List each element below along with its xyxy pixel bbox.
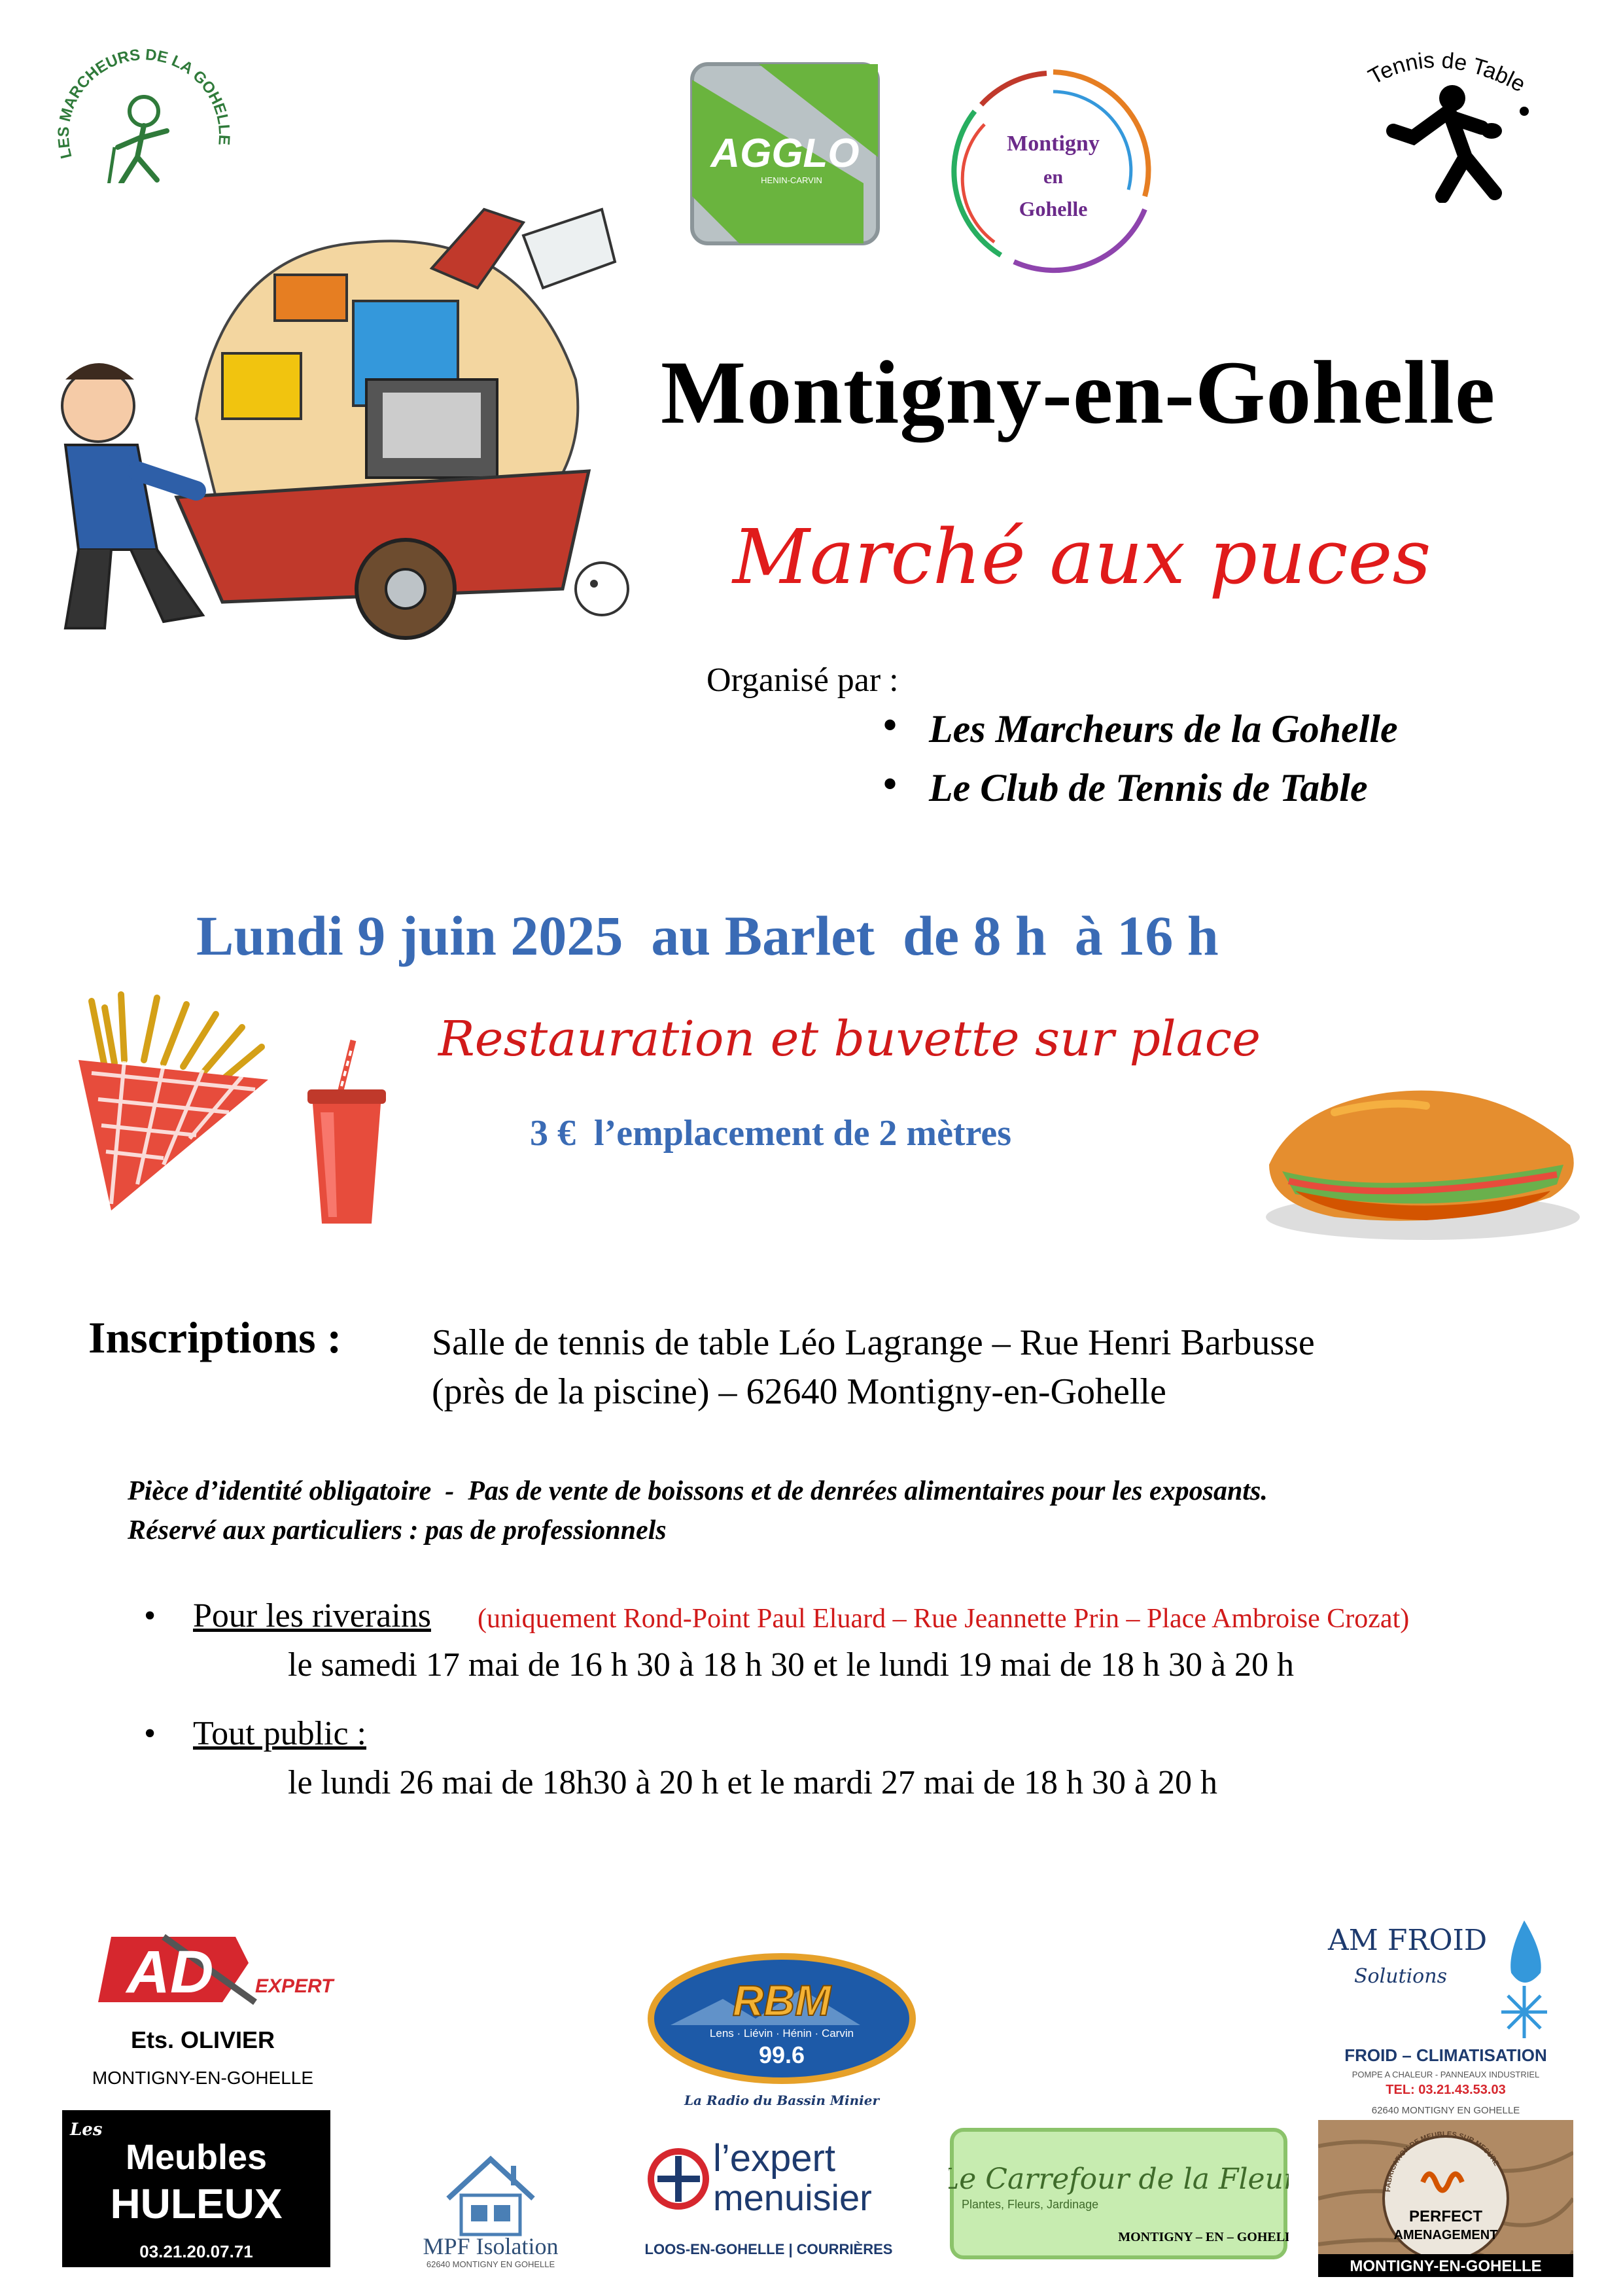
- rbm-towns: Lens · Liévin · Hénin · Carvin: [709, 2027, 854, 2040]
- bullet-icon: •: [144, 1715, 156, 1752]
- rbm-frequency: 99.6: [758, 2041, 805, 2068]
- inscriptions-address-line2: (près de la piscine) – 62640 Montigny-en-Gohelle: [432, 1371, 1166, 1412]
- amfroid-name: AM FROID: [1328, 1924, 1488, 1957]
- meubles-name1: Meubles: [125, 2138, 268, 2177]
- carrefour-tagline: Plantes, Fleurs, Jardinage: [962, 2198, 1099, 2211]
- sandwich-illustration: [1256, 1067, 1590, 1250]
- svg-text:LES MARCHEURS DE LA GOHELLE: [55, 46, 233, 160]
- sponsor-ad-expert: [65, 1911, 340, 2100]
- expert-city: LOOS-EN-GOHELLE | COURRIÈRES: [644, 2241, 893, 2257]
- organisers-list: [883, 707, 1398, 824]
- rbm-tagline: La Radio du Bassin Minier: [684, 2093, 880, 2108]
- meubles-les: Les: [70, 2120, 103, 2140]
- sponsor-mpf-isolation: [376, 2127, 605, 2270]
- perfect-name-2: AMENAGEMENT: [1393, 2228, 1498, 2242]
- agglo-logo: [687, 59, 883, 249]
- ad-company-name: Ets. OLIVIER: [130, 2026, 275, 2053]
- expert-name-1: l’expert: [713, 2137, 835, 2180]
- sponsor-am-froid: [1315, 1901, 1577, 2130]
- marcheurs-logo-text: LES MARCHEURS DE LA GOHELLE: [54, 46, 234, 160]
- meubles-name2: HULEUX: [110, 2180, 283, 2227]
- public-label: Tout public :: [193, 1715, 367, 1752]
- agglo-text: AGGLO: [710, 131, 860, 176]
- sponsor-rbm-radio: [644, 1953, 919, 2113]
- riverains-detail: (uniquement Rond-Point Paul Eluard – Rue Jeannette Prin – Place Ambroise Crozat): [478, 1604, 1410, 1634]
- montigny-en-gohelle-logo: [935, 52, 1171, 288]
- ad-city: MONTIGNY-EN-GOHELLE: [92, 2068, 314, 2088]
- organiser-item: • Le Club de Tennis de Table: [883, 766, 1398, 824]
- sponsor-carrefour-de-la-fleur: [949, 2127, 1289, 2261]
- id-required-note: Pièce d’identité obligatoire - Pas de vente de boissons et de denrées alimentaires pour les exposants.: [128, 1476, 1268, 1506]
- event-title: Marché aux puces: [733, 514, 1431, 601]
- amfroid-extra: POMPE A CHALEUR - PANNEAUX INDUSTRIEL: [1352, 2070, 1540, 2079]
- amfroid-subtitle: Solutions: [1354, 1965, 1447, 1988]
- carrefour-name: Le Carrefour de la Fleur: [949, 2163, 1289, 2196]
- perfect-ring-text: FABRICATION DE MEUBLES SUR MESURE: [1384, 2130, 1501, 2193]
- riverains-label: Pour les riverains: [193, 1597, 431, 1634]
- private-only-note: Réservé aux particuliers : pas de professionnels: [128, 1515, 667, 1545]
- sponsor-expert-menuisier: [638, 2127, 899, 2270]
- bullet-icon: •: [144, 1597, 156, 1634]
- ad-logo-text: AD: [126, 1939, 214, 2005]
- amfroid-phone: TEL: 03.21.43.53.03: [1386, 2083, 1506, 2097]
- organiser-item: • Les Marcheurs de la Gohelle: [883, 707, 1398, 766]
- carrefour-city: MONTIGNY – EN – GOHELLE: [1118, 2230, 1289, 2244]
- marcheurs-logo: [46, 26, 242, 203]
- mpf-city: 62640 MONTIGNY EN GOHELLE: [426, 2259, 555, 2269]
- fries-illustration: [65, 988, 281, 1217]
- montigny-logo-line1: Montigny: [1007, 132, 1100, 156]
- flea-market-illustration: [26, 183, 667, 648]
- inscriptions-label: Inscriptions :: [88, 1313, 342, 1362]
- tennis-de-table-logo: [1315, 33, 1563, 203]
- drink-cup-illustration: [294, 1034, 399, 1230]
- sponsor-meubles-huleux: [62, 2110, 330, 2267]
- montigny-logo-line2: en: [1043, 166, 1063, 188]
- meubles-phone: 03.21.20.07.71: [139, 2242, 253, 2261]
- tennis-logo-text: Tennis de Table: [1364, 48, 1529, 97]
- amfroid-service: FROID – CLIMATISATION: [1344, 2045, 1547, 2065]
- riverains-dates: le samedi 17 mai de 16 h 30 à 18 h 30 et le lundi 19 mai de 18 h 30 à 20 h: [288, 1646, 1295, 1684]
- food-and-drinks-line: Restauration et buvette sur place: [438, 1011, 1261, 1067]
- inscriptions-address-line1: Salle de tennis de table Léo Lagrange – Rue Henri Barbusse: [432, 1322, 1315, 1363]
- public-dates: le lundi 26 mai de 18h30 à 20 h et le mardi 27 mai de 18 h 30 à 20 h: [288, 1764, 1218, 1801]
- montigny-logo-line3: Gohelle: [1019, 197, 1088, 221]
- expert-name-2: menuisier: [713, 2177, 872, 2218]
- perfect-city: MONTIGNY-EN-GOHELLE: [1350, 2257, 1542, 2275]
- organised-by-label: Organisé par :: [707, 662, 899, 699]
- amfroid-city: 62640 MONTIGNY EN GOHELLE: [1371, 2105, 1520, 2116]
- sponsor-perfect-amenagement: [1318, 2120, 1573, 2277]
- town-title: Montigny-en-Gohelle: [661, 342, 1496, 442]
- mpf-name: MPF Isolation: [423, 2233, 559, 2259]
- rbm-name: RBM: [732, 1976, 831, 2024]
- pitch-price-line: 3 € l’emplacement de 2 mètres: [530, 1113, 1012, 1154]
- ad-expert-text: EXPERT: [255, 1975, 334, 1997]
- agglo-subtext: HENIN-CARVIN: [761, 175, 822, 185]
- event-date-line: Lundi 9 juin 2025 au Barlet de 8 h à 16 h: [196, 904, 1219, 967]
- perfect-name-1: PERFECT: [1408, 2208, 1483, 2225]
